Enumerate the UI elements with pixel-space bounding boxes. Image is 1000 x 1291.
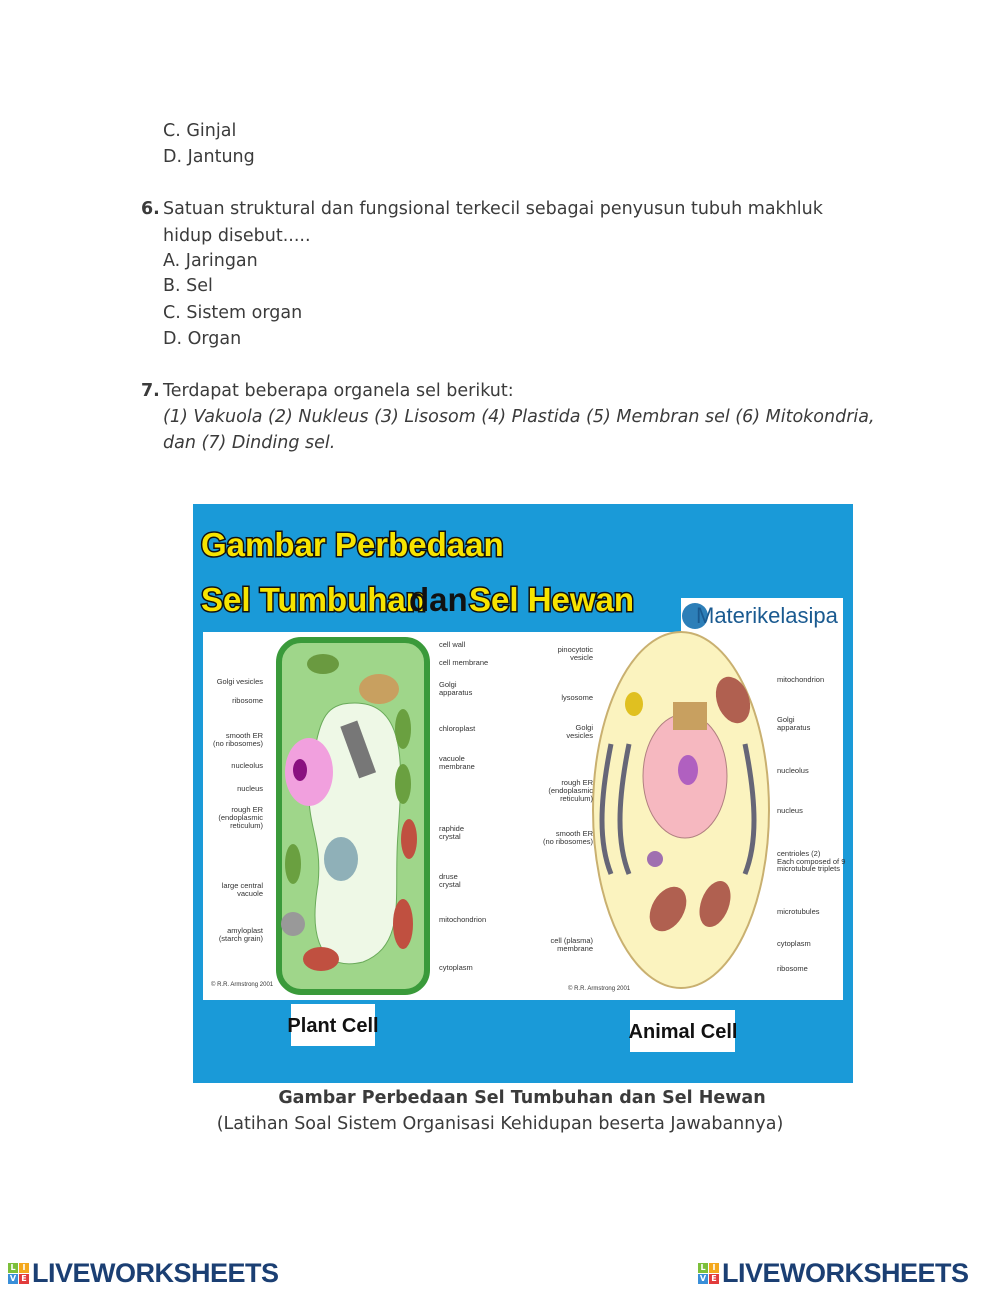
diagram-label: rough ER: [561, 778, 593, 787]
diagram-label: pinocytotic: [557, 645, 593, 654]
animal-cell-diagram: [593, 632, 769, 988]
diagram-label: (endoplasmic: [218, 813, 263, 822]
diagram-label: ribosome: [232, 696, 263, 705]
diagram-label: microtubules: [777, 907, 820, 916]
diagram-label: smooth ER: [225, 731, 263, 740]
animal-cell-label: Animal Cell: [628, 1021, 738, 1043]
figure-source: (Latihan Soal Sistem Organisasi Kehidupan beserta Jawabannya): [216, 1114, 784, 1134]
diagram-label: Golgi: [777, 715, 795, 724]
diagram-label: raphide: [439, 824, 465, 833]
question-text: hidup disebut.....: [163, 226, 311, 246]
figure-caption: Gambar Perbedaan Sel Tumbuhan dan Sel Hewan: [278, 1088, 766, 1108]
diagram-label: smooth ER: [555, 829, 593, 838]
diagram-label: mitochondrion: [777, 675, 825, 684]
organelle-list: (1) Vakuola (2) Nukleus (3) Lisosom (4) Plastida (5) Membran sel (6) Mitokondria,: [163, 407, 875, 427]
diagram-label: nucleus: [777, 806, 803, 815]
logo-letter: L: [8, 1263, 18, 1273]
diagram-label: cell (plasma): [550, 936, 593, 945]
diagram-label: cytoplasm: [439, 963, 473, 972]
copyright-animal: © R.R. Armstrong 2001: [568, 986, 631, 992]
watermark: Materikelasipa: [696, 603, 838, 628]
question-number: 7.: [141, 381, 160, 401]
diagram-label: Golgi: [439, 680, 457, 689]
diagram-label: Golgi vesicles: [216, 677, 263, 686]
option-b: B. Sel: [163, 276, 213, 296]
option-d: D. Jantung: [163, 147, 255, 167]
diagram-label: apparatus: [439, 688, 473, 697]
diagram-label: cell membrane: [439, 658, 489, 667]
organelle-list: dan (7) Dinding sel.: [163, 433, 336, 453]
diagram-label: vesicles: [566, 731, 593, 740]
diagram-label: chloroplast: [439, 724, 476, 733]
diagram-label: cell wall: [439, 640, 466, 649]
diagram-label: nucleolus: [231, 761, 263, 770]
question-text: Terdapat beberapa organela sel berikut:: [163, 381, 514, 401]
diagram-label: membrane: [557, 944, 593, 953]
diagram-label: vesicle: [570, 653, 593, 662]
logo-letter: V: [9, 1274, 17, 1283]
logo-blocks-icon: [698, 1263, 719, 1284]
diagram-label: mitochondrion: [439, 915, 487, 924]
diagram-label: reticulum): [230, 821, 263, 830]
diagram-label: cytoplasm: [777, 939, 811, 948]
diagram-label: apparatus: [777, 723, 811, 732]
question-text: Satuan struktural dan fungsional terkecil sebagai penyusun tubuh makhluk: [163, 199, 823, 219]
figure-title-plant: Sel Tumbuhan: [201, 581, 426, 618]
diagram-label: crystal: [439, 832, 461, 841]
diagram-label: druse: [439, 872, 458, 881]
logo-text: LIVEWORKSHEETS: [32, 1258, 279, 1288]
diagram-label: Golgi: [575, 723, 593, 732]
logo-text: LIVEWORKSHEETS: [722, 1258, 969, 1288]
option-d: D. Organ: [163, 329, 242, 349]
liveworksheets-logo-left: [8, 1258, 279, 1289]
option-a: A. Jaringan: [163, 251, 258, 271]
plant-cell-label: Plant Cell: [287, 1015, 379, 1037]
cell-comparison-figure: [193, 504, 853, 1083]
figure-title-line1: Gambar Perbedaan: [201, 526, 504, 563]
diagram-label: amyloplast: [227, 926, 263, 935]
logo-letter: L: [698, 1263, 708, 1273]
logo-letter: E: [19, 1274, 29, 1284]
diagram-label: (starch grain): [218, 934, 263, 943]
diagram-label: ribosome: [777, 964, 808, 973]
option-c: C. Sistem organ: [163, 303, 303, 323]
diagram-label: nucleolus: [777, 766, 809, 775]
diagram-label: membrane: [439, 762, 475, 771]
figure-title-animal: Sel Hewan: [469, 581, 635, 618]
diagram-label: nucleus: [237, 784, 263, 793]
diagram-label: (endoplasmic: [548, 786, 593, 795]
logo-letter: I: [709, 1263, 719, 1273]
option-c: C. Ginjal: [163, 121, 237, 141]
liveworksheets-logo-right: [698, 1258, 969, 1289]
diagram-label: (no ribosomes): [212, 739, 263, 748]
plant-cell-diagram: [279, 640, 427, 992]
diagram-label: reticulum): [560, 794, 593, 803]
logo-letter: E: [709, 1274, 719, 1284]
logo-letter: I: [19, 1263, 29, 1273]
diagram-label: large central: [221, 881, 263, 890]
diagram-label: vacuole: [439, 754, 465, 763]
copyright-plant: © R.R. Armstrong 2001: [211, 982, 274, 988]
logo-letter: V: [699, 1274, 707, 1283]
diagram-label: crystal: [439, 880, 461, 889]
diagram-label: Each composed of 9: [777, 857, 846, 866]
diagram-label: centrioles (2): [777, 849, 821, 858]
figure-title-and: dan: [409, 581, 468, 618]
diagram-label: (no ribosomes): [542, 837, 593, 846]
diagram-label: lysosome: [561, 693, 593, 702]
question-number: 6.: [141, 199, 160, 219]
diagram-label: vacuole: [237, 889, 263, 898]
diagram-label: microtubule triplets: [777, 864, 840, 873]
logo-blocks-icon: [8, 1263, 29, 1284]
diagram-label: rough ER: [231, 805, 263, 814]
